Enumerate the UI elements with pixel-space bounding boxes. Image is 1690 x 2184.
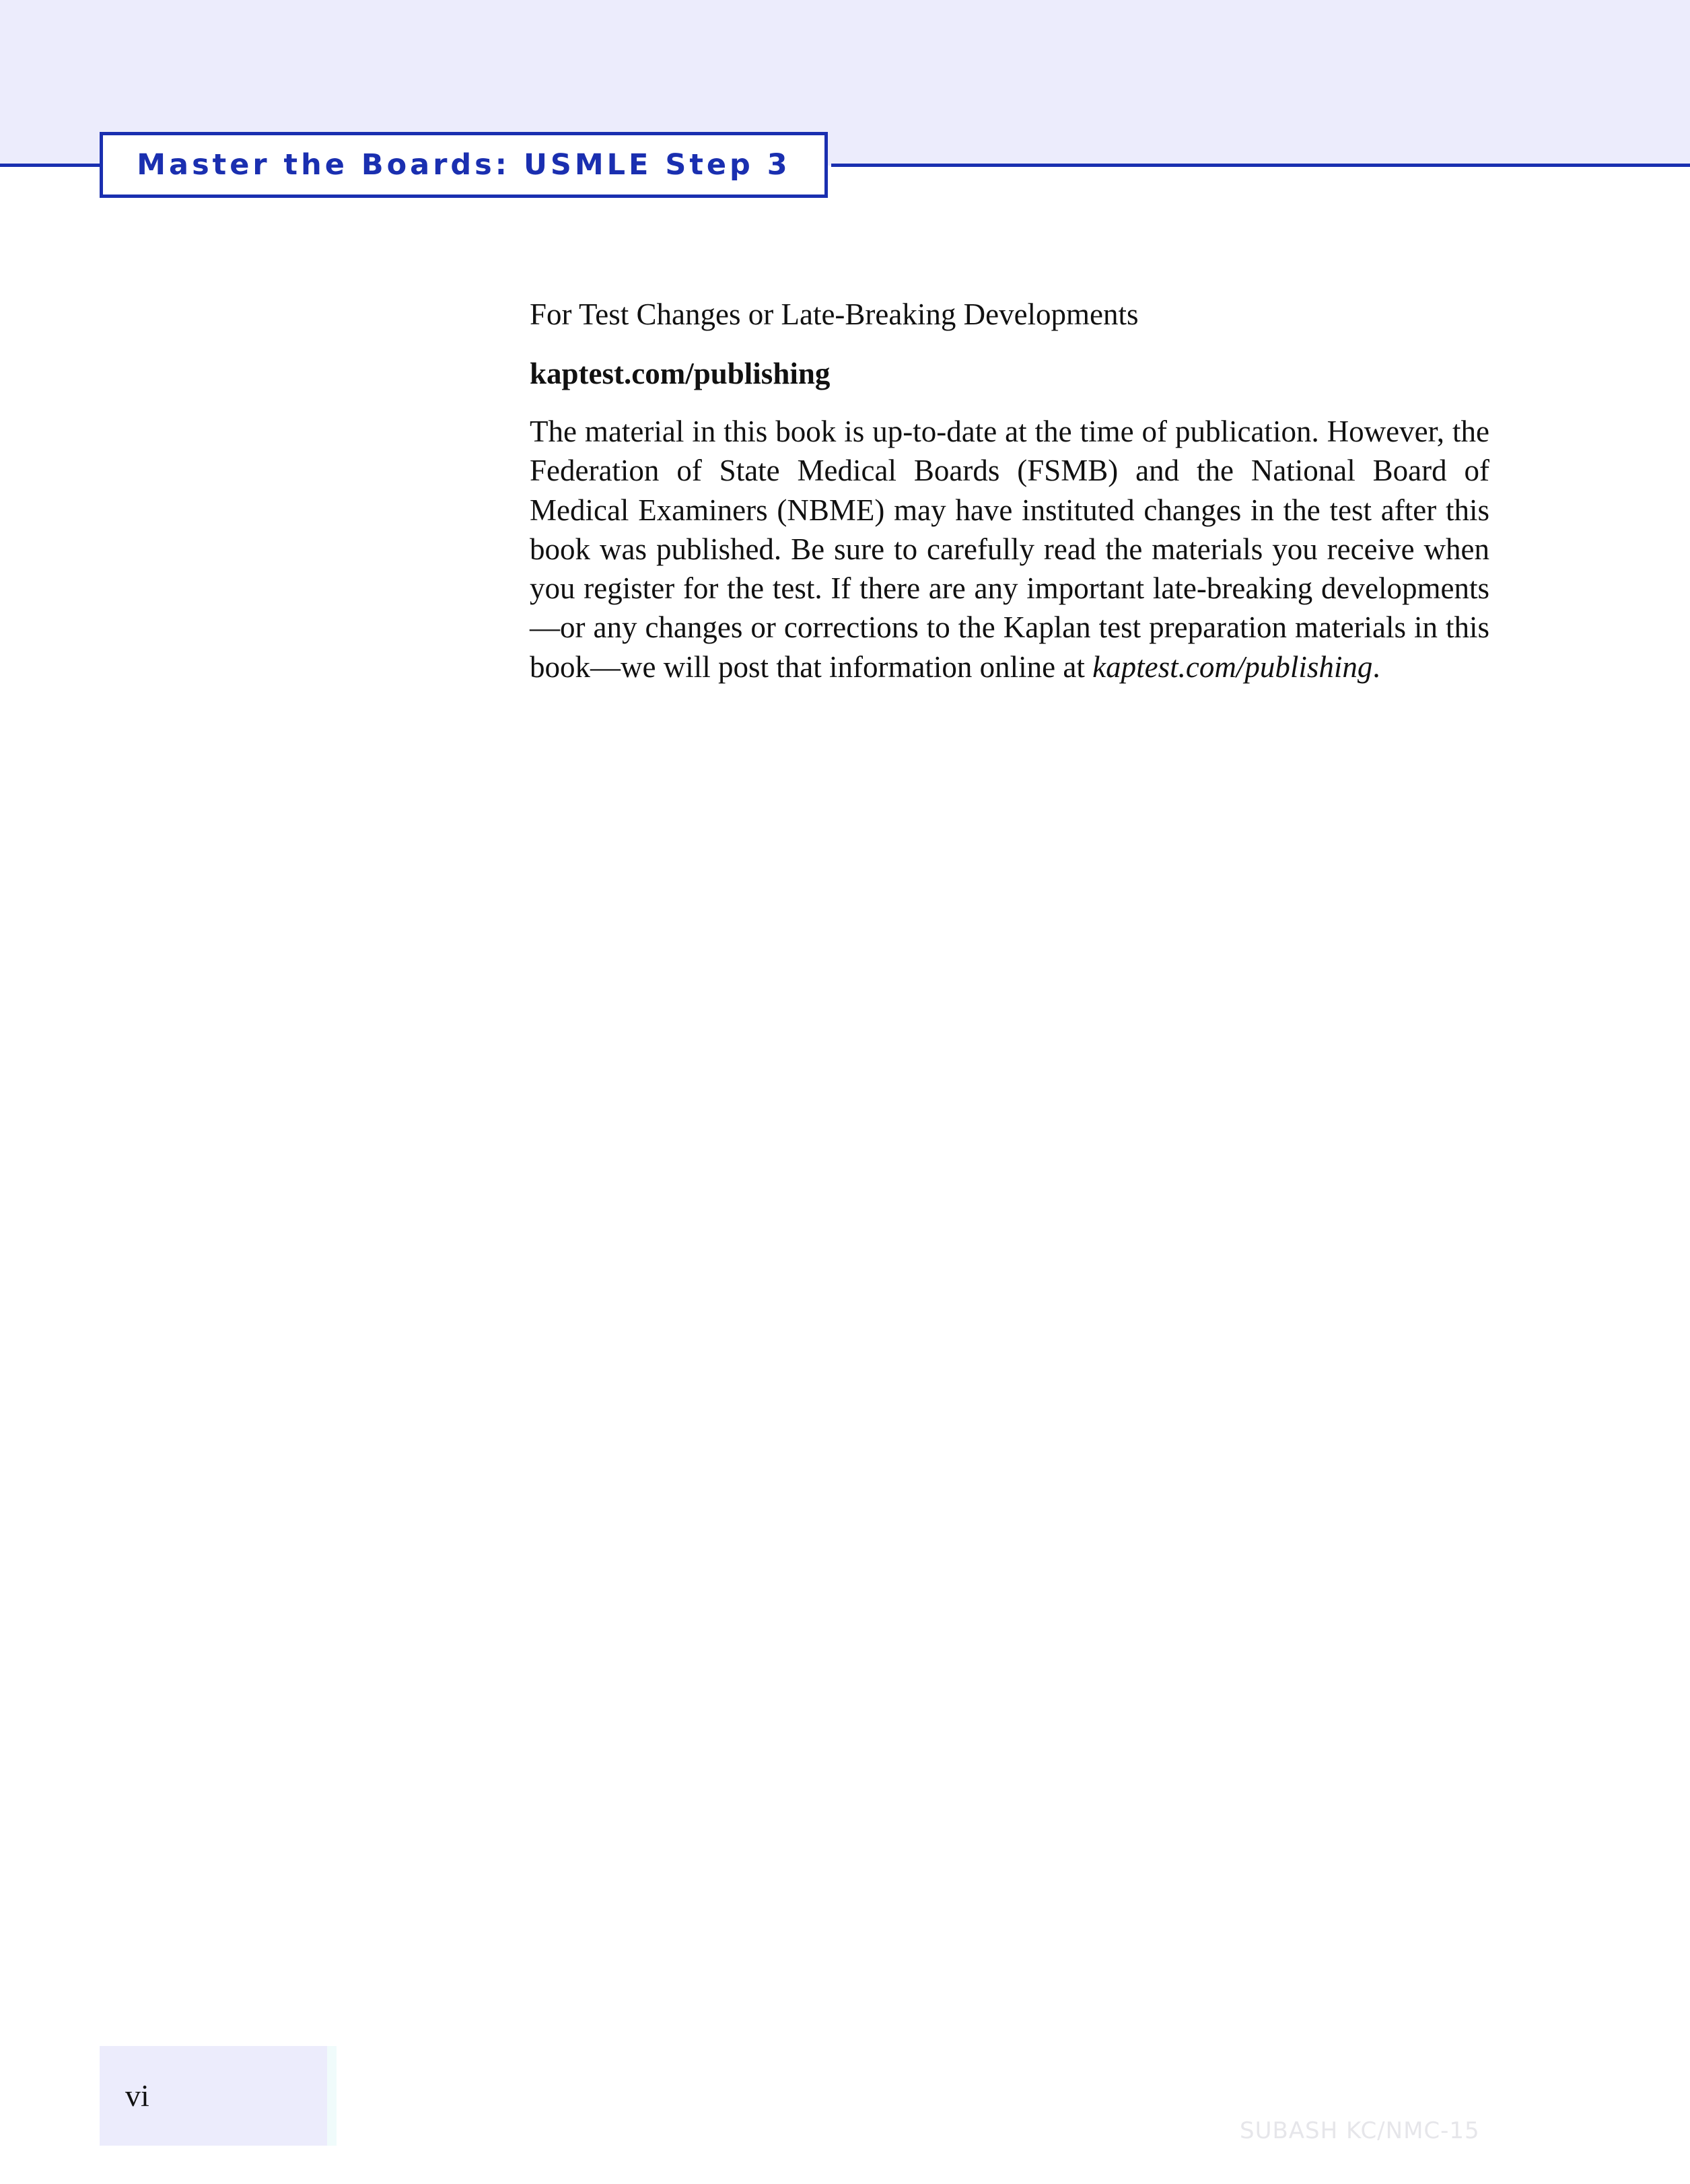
running-header <box>100 132 828 198</box>
folio-strip <box>327 2046 337 2146</box>
watermark: SUBASH KC/NMC-15 <box>1240 2117 1480 2144</box>
body-paragraph <box>530 412 1489 686</box>
publishing-url: kaptest.com/publishing <box>530 357 831 390</box>
book-title: Master the Boards: USMLE Step 3 <box>137 148 791 182</box>
header-rule-left <box>0 164 101 167</box>
inline-url: kaptest.com/publishing <box>1092 649 1373 684</box>
section-heading: For Test Changes or Late-Breaking Developments <box>530 297 1139 331</box>
paragraph-end: . <box>1372 649 1380 684</box>
paragraph-text: The material in this book is up-to-date at the time of publication. However, the Federation of State Medical Boards (FSMB) and the National Board of Medical Examiners (NBME) may have instituted changes in the test after this book was published. Be sure to carefully read the materials you receive when you register for the test. If there are any important late-breaking developments—or any changes or corrections to the Kaplan test preparation materials in this book—we will post that information online at <box>530 415 1489 684</box>
header-rule-right <box>831 164 1690 167</box>
page-content <box>530 295 1489 686</box>
page-number: vi <box>125 2078 149 2113</box>
